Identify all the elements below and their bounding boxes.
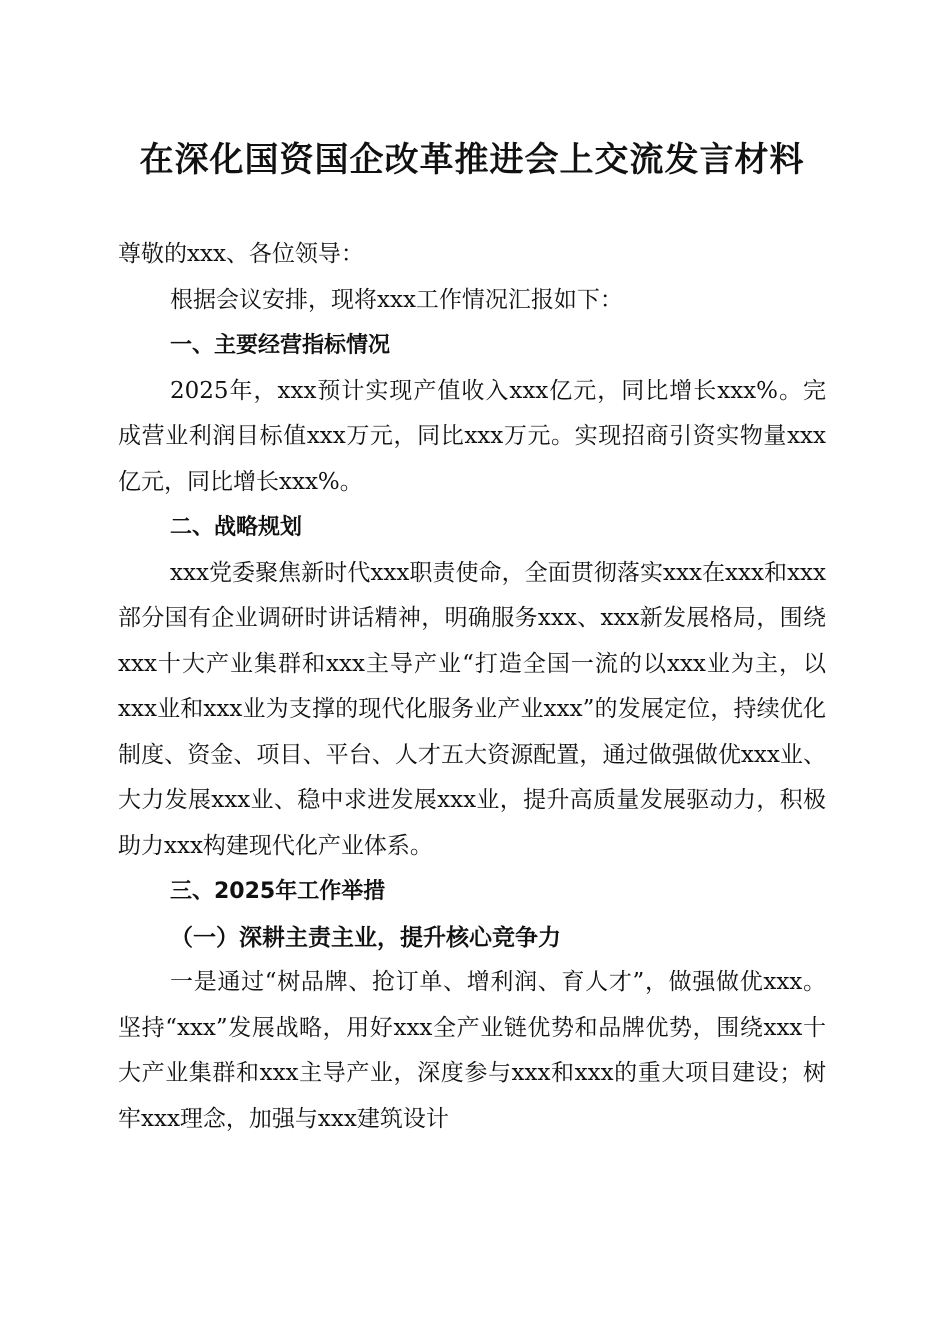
- document-body: [118, 232, 826, 1142]
- section-2-heading: 二、战略规划: [170, 515, 303, 540]
- section-3-paragraph: 一是通过“树品牌、抢订单、增利润、育人才”，做强做优xxx。坚持“xxx”发展战略，用好xxx全产业链优势和品牌优势，围绕xxx十大产业集群和xxx主导产业，深度参与xxx和xxx的重大项目建设；树牢xxx理念，加强与xxx建筑设计: [118, 969, 826, 1132]
- document-title: 在深化国资国企改革推进会上交流发言材料: [139, 140, 805, 180]
- section-3-heading: 三、2025年工作举措: [170, 879, 386, 904]
- section-2-paragraph: xxx党委聚焦新时代xxx职责使命，全面贯彻落实xxx在xxx和xxx部分国有企业调研时讲话精神，明确服务xxx、xxx新发展格局，围绕xxx十大产业集群和xxx主导产业“打造全国一流的以xxx业为主，以xxx业和xxx业为支撑的现代化服务业产业xxx”的发展定位，持续优化制度、资金、项目、平台、人才五大资源配置，通过做强做优xxx业、大力发展xxx业、稳中求进发展xxx业，提升高质量发展驱动力，积极助力xxx构建现代化产业体系。: [118, 559, 826, 859]
- section-3-subheading: （一）深耕主责主业，提升核心竞争力: [170, 923, 561, 951]
- section-1-paragraph: 2025年，xxx预计实现产值收入xxx亿元，同比增长xxx%。完成营业利润目标值xxx万元，同比xxx万元。实现招商引资实物量xxx亿元，同比增长xxx%。: [118, 377, 826, 495]
- salutation: 尊敬的xxx、各位领导：: [118, 241, 364, 267]
- intro-paragraph: 根据会议安排，现将xxx工作情况汇报如下：: [170, 286, 623, 313]
- section-1-heading: 一、主要经营指标情况: [170, 333, 391, 358]
